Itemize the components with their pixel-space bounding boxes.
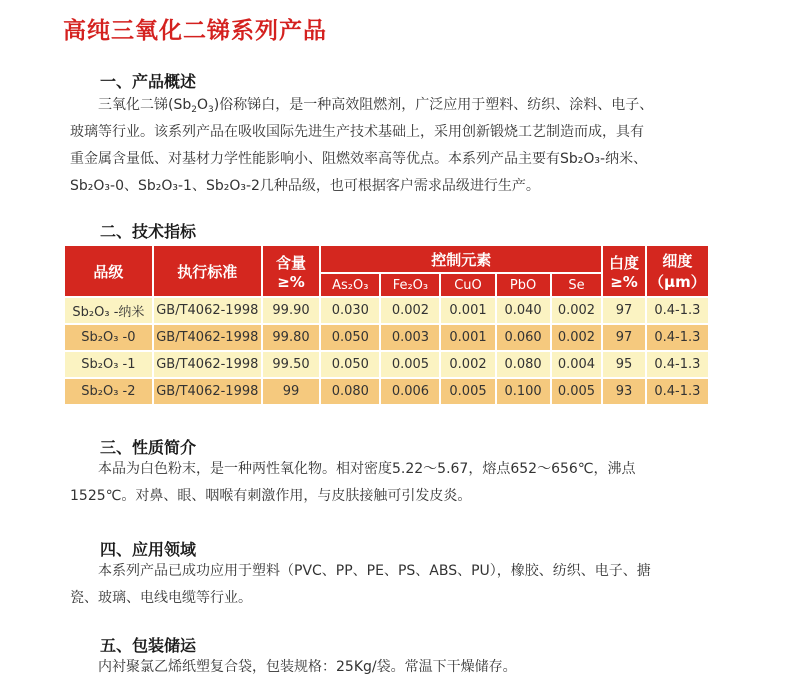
section-heading-overview: 一、产品概述 (100, 72, 197, 91)
table-cell: 0.004 (552, 352, 602, 377)
table-cell: 0.003 (381, 325, 439, 350)
table-row (65, 325, 708, 350)
table-cell: 0.030 (321, 298, 379, 323)
table-cell: 0.002 (552, 298, 602, 323)
table-row (65, 298, 708, 323)
overview-paragraph (70, 92, 750, 200)
table-cell: 0.005 (441, 379, 494, 404)
section-heading-spec: 二、技术指标 (100, 222, 197, 241)
table-cell: 0.002 (441, 352, 494, 377)
header-element: CuO (441, 274, 494, 296)
table-cell: Sb₂O₃ -纳米 (65, 298, 152, 323)
page-title: 高纯三氧化二锑系列产品 (63, 18, 327, 44)
table-cell: 0.001 (441, 298, 494, 323)
table-cell: Sb₂O₃ -1 (65, 352, 152, 377)
applications-line-1: 本系列产品已成功应用于塑料（PVC、PP、PE、PS、ABS、PU），橡胶、纺织、电子、搪 (98, 563, 651, 579)
table-cell: 99.80 (263, 325, 319, 350)
table-cell: 97 (603, 298, 644, 323)
table-row (65, 379, 708, 404)
header-element: Fe₂O₃ (381, 274, 439, 296)
table-cell: 0.080 (321, 379, 379, 404)
header-grade: 品级 (65, 246, 152, 296)
properties-line-1: 本品为白色粉末，是一种两性氧化物。相对密度5.22～5.67，熔点652～656℃，沸点 (98, 461, 636, 477)
table-cell: Sb₂O₃ -2 (65, 379, 152, 404)
table-row (65, 352, 708, 377)
table-cell: 0.002 (552, 325, 602, 350)
header-content: 含量 ≥% (263, 246, 319, 296)
table-cell: GB/T4062-1998 (154, 325, 261, 350)
applications-line-2: 瓷、玻璃、电线电缆等行业。 (70, 590, 252, 606)
section-heading-applications: 四、应用领域 (100, 540, 197, 559)
header-whiteness: 白度 ≥% (603, 246, 644, 296)
table-cell: 0.050 (321, 325, 379, 350)
table-cell: GB/T4062-1998 (154, 298, 261, 323)
header-fineness: 细度 （μm） (647, 246, 708, 296)
header-standard: 执行标准 (154, 246, 261, 296)
section-heading-packaging: 五、包装储运 (100, 636, 197, 655)
table-cell: 99 (263, 379, 319, 404)
overview-line-4: Sb₂O₃-0、Sb₂O₃-1、Sb₂O₃-2几种品级，也可根据客户需求品级进行生产。 (70, 178, 540, 194)
overview-line-3: 重金属含量低、对基材力学性能影响小、阻燃效率高等优点。本系列产品主要有Sb₂O₃-纳米、 (70, 151, 648, 167)
header-element: PbO (497, 274, 550, 296)
table-cell: 0.050 (321, 352, 379, 377)
table-cell: 97 (603, 325, 644, 350)
table-cell: GB/T4062-1998 (154, 379, 261, 404)
table-cell: GB/T4062-1998 (154, 352, 261, 377)
table-cell: 95 (603, 352, 644, 377)
table-cell: 0.4-1.3 (647, 352, 708, 377)
table-cell: 0.100 (497, 379, 550, 404)
table-cell: 0.001 (441, 325, 494, 350)
table-cell: 0.060 (497, 325, 550, 350)
table-header-row (65, 246, 708, 272)
header-control-elements: 控制元素 (321, 246, 601, 272)
table-cell: 99.50 (263, 352, 319, 377)
table-cell: 0.4-1.3 (647, 325, 708, 350)
table-cell: 0.080 (497, 352, 550, 377)
section-heading-properties: 三、性质简介 (100, 438, 197, 457)
table-cell: Sb₂O₃ -0 (65, 325, 152, 350)
table-cell: 0.002 (381, 298, 439, 323)
properties-line-2: 1525℃。对鼻、眼、咽喉有刺激作用，与皮肤接触可引发皮炎。 (70, 488, 472, 504)
applications-paragraph (70, 558, 750, 612)
table-cell: 0.006 (381, 379, 439, 404)
properties-paragraph (70, 456, 750, 510)
table-cell: 0.005 (552, 379, 602, 404)
table-cell: 0.4-1.3 (647, 298, 708, 323)
table-cell: 99.90 (263, 298, 319, 323)
table-cell: 0.4-1.3 (647, 379, 708, 404)
header-element: As₂O₃ (321, 274, 379, 296)
table-cell: 0.005 (381, 352, 439, 377)
packaging-line-1: 内衬聚氯乙烯纸塑复合袋，包装规格：25Kg/袋。常温下干燥储存。 (98, 659, 517, 675)
table-cell: 93 (603, 379, 644, 404)
table-cell: 0.040 (497, 298, 550, 323)
spec-table (63, 244, 710, 406)
header-element: Se (552, 274, 602, 296)
overview-line-1: 三氧化二锑$(Sb_2O_3)$俗称锑白，是一种高效阻燃剂，广泛应用于塑料、纺织、涂料、电子、 (98, 97, 654, 115)
overview-line-2: 玻璃等行业。该系列产品在吸收国际先进生产技术基础上，采用创新锻烧工艺制造而成，具有 (70, 124, 644, 140)
packaging-paragraph (70, 654, 750, 681)
